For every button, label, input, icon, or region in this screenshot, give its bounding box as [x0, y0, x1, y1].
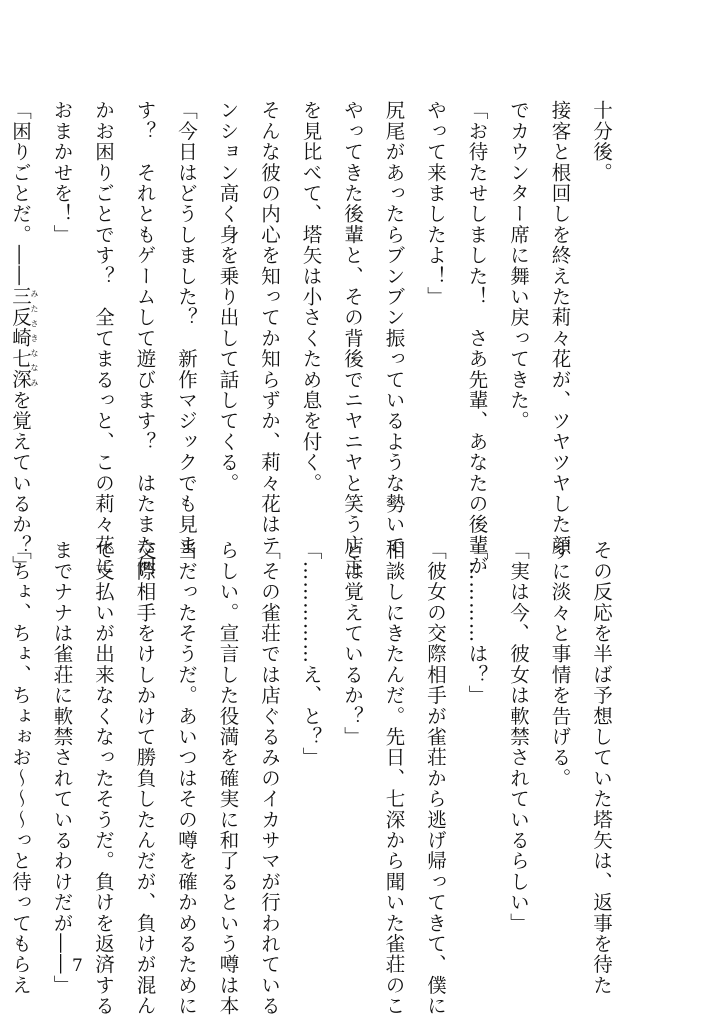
text-line: 「彼女の交際相手が雀荘から逃げ帰ってきて、僕に	[424, 540, 447, 1017]
text-line: す？ それともゲームして遊びます？ はたまた何	[133, 100, 157, 577]
text-line: 「……………え、と？」	[299, 540, 323, 768]
page-number: 7	[72, 956, 83, 976]
text-line: 交際相手をけしかけて勝負したんだが、負けが混ん	[133, 540, 157, 1017]
text-line: 当だったそうだ。あいつはその噂を確かめるために	[175, 540, 198, 1017]
text-line: 「実は今、彼女は軟禁されているらしい」	[507, 540, 530, 934]
text-line: らしい。宣言した役満を確実に和了るという噂は本	[216, 540, 240, 1017]
text-line: を見比べて、塔矢は小さくため息を付く。	[299, 100, 323, 494]
text-line: 「今日はどうしました？ 新作マジックでも見ま	[175, 100, 198, 556]
text-line: そんな彼の内心を知ってか知らずか、莉々花はテ	[258, 100, 281, 556]
lower-text-block	[0, 540, 622, 1017]
text-line: 尻尾があったらブンブン振っているような勢いで	[382, 100, 406, 556]
text-line: で支払いが出来なくなったそうだ。負けを返済する	[92, 540, 115, 1017]
text-line: 「…………は？」	[465, 540, 489, 706]
text-line: やってきた後輩と、その背後でニヤニヤと笑う店主	[341, 100, 364, 577]
text-line: 十分後。	[590, 100, 613, 183]
text-line: 相談しにきたんだ。先日、七深から聞いた雀荘のこ	[382, 540, 406, 1017]
text-line: とは覚えているか？」	[341, 540, 364, 747]
text-line: ンション高く身を乗り出して話してくる。	[216, 100, 240, 494]
text-line: でカウンター席に舞い戻ってきた。	[507, 100, 530, 432]
ruby-line-before: 「困りごとだ。――	[9, 100, 32, 287]
ruby-line-after: を覚えているか？」	[9, 389, 32, 577]
text-line: ずに淡々と事情を告げる。	[548, 540, 572, 789]
text-line: 「ちょ、ちょ、ちょぉお～～～っと待ってもらえ	[9, 540, 32, 996]
name-with-ruby	[9, 286, 39, 390]
text-line: 「お待たせしました！ さあ先輩、あなたの後輩が	[465, 100, 489, 577]
text-line: おまかせを！」	[50, 100, 74, 245]
upper-text-block	[0, 100, 622, 577]
text-line: かお困りごとです？ 全てまるっと、この莉々花に	[92, 100, 115, 577]
text-line: までナナは雀荘に軟禁されているわけだが――」	[50, 540, 74, 996]
text-line: 「その雀荘では店ぐるみのイカサマが行われている	[258, 540, 281, 1017]
text-line: 接客と根回しを終えた莉々花が、ツヤツヤした顔	[548, 100, 572, 556]
text-line-with-ruby	[0, 100, 41, 577]
text-line: やって来ましたよ！」	[424, 100, 447, 307]
ruby-reading: みたさきななみ	[30, 286, 39, 390]
ruby-base: 三反崎七深	[9, 286, 32, 390]
text-line: その反応を半ば予想していた塔矢は、返事を待た	[590, 540, 613, 996]
